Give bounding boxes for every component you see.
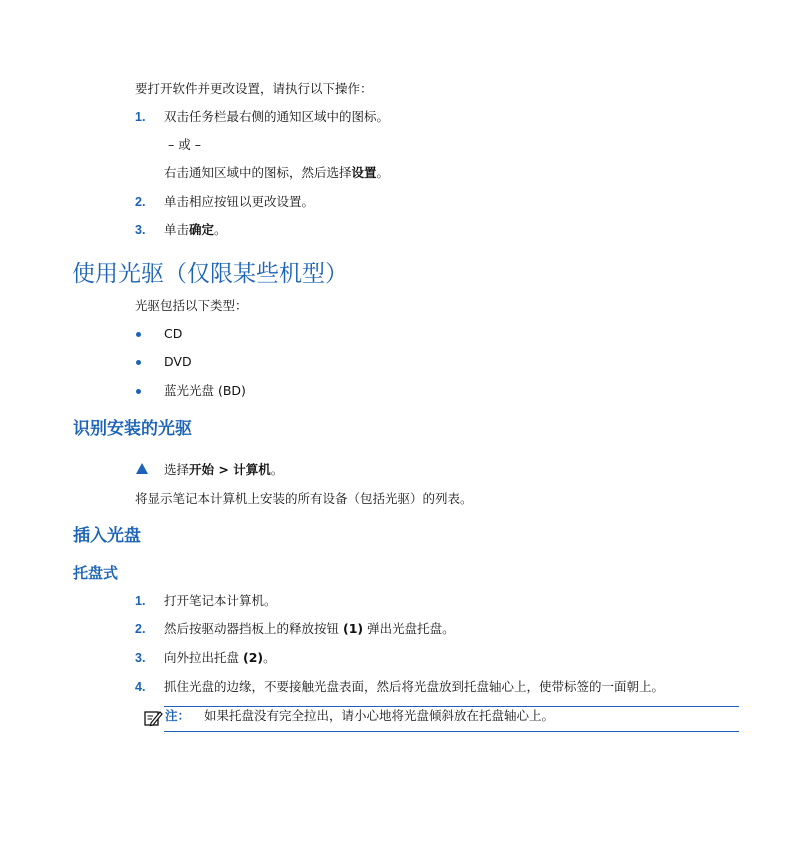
or-separator: – 或 – xyxy=(168,137,201,152)
step-number: 2. xyxy=(135,195,146,209)
note-pencil-icon xyxy=(143,708,163,728)
step-number: 4. xyxy=(135,680,146,694)
section-heading: 插入光盘 xyxy=(73,526,141,546)
step-text xyxy=(164,650,276,666)
list-item: 蓝光光盘 (BD) xyxy=(164,383,246,398)
step-text xyxy=(164,222,227,238)
step-text xyxy=(164,679,664,695)
menu-separator: > xyxy=(214,462,234,477)
step-number: 2. xyxy=(135,622,146,636)
step-number: 1. xyxy=(135,594,146,608)
text-segment: 右击通知区域中的图标，然后选择 xyxy=(164,165,352,180)
list-item: CD xyxy=(164,326,183,341)
text-segment: 弹出光盘托盘。 xyxy=(363,621,455,636)
ui-term: 设置 xyxy=(351,165,377,180)
bullet-icon xyxy=(136,389,141,394)
step-text xyxy=(164,621,455,637)
callout-number: (1) xyxy=(342,621,364,636)
intro-text: 要打开软件并更改设置，请执行以下操作： xyxy=(135,81,373,96)
section-heading: 使用光驱（仅限某些机型） xyxy=(72,261,348,287)
text-segment: 。 xyxy=(376,165,390,180)
step-alt-text xyxy=(164,165,389,181)
step-text: 双击任务栏最右侧的通知区域中的图标。 xyxy=(164,109,390,124)
note-top-rule xyxy=(164,706,739,707)
text-segment: 向外拉出托盘 xyxy=(164,650,243,665)
section-desc: 光驱包括以下类型： xyxy=(135,298,248,313)
step-triangle-icon xyxy=(136,463,148,474)
text-segment: 打开笔记本计算机。 xyxy=(164,593,277,608)
text-segment: 然后按驱动器挡板上的释放按钮 xyxy=(164,621,343,636)
section-heading: 识别安装的光驱 xyxy=(73,419,192,439)
bullet-icon xyxy=(136,332,141,337)
callout-number: (2) xyxy=(242,650,264,665)
text-segment: 。 xyxy=(214,222,227,237)
list-item: DVD xyxy=(164,354,192,369)
step-text xyxy=(164,593,277,609)
ui-term: 计算机 xyxy=(233,462,271,477)
text-segment: 。 xyxy=(263,650,276,665)
step-number: 1. xyxy=(135,110,146,124)
text-segment: 抓住光盘的边缘，不要接触光盘表面，然后将光盘放到托盘轴心上，使带标签的一面朝上。 xyxy=(164,679,665,694)
step-number: 3. xyxy=(135,651,146,665)
note-label: 注： xyxy=(165,708,191,723)
step-number: 3. xyxy=(135,223,146,237)
step-text xyxy=(164,462,283,478)
text-segment: 选择 xyxy=(164,462,190,477)
note-text: 如果托盘没有完全拉出，请小心地将光盘倾斜放在托盘轴心上。 xyxy=(204,708,555,723)
subsection-heading: 托盘式 xyxy=(73,564,119,582)
text-segment: 单击 xyxy=(164,222,190,237)
text-segment: 。 xyxy=(270,462,284,477)
bullet-icon xyxy=(136,360,141,365)
step-text: 单击相应按钮以更改设置。 xyxy=(164,194,315,209)
result-text: 将显示笔记本计算机上安装的所有设备（包括光驱）的列表。 xyxy=(135,491,473,506)
ui-term: 确定 xyxy=(189,222,215,237)
ui-term: 开始 xyxy=(189,462,215,477)
note-bottom-rule xyxy=(164,731,739,732)
